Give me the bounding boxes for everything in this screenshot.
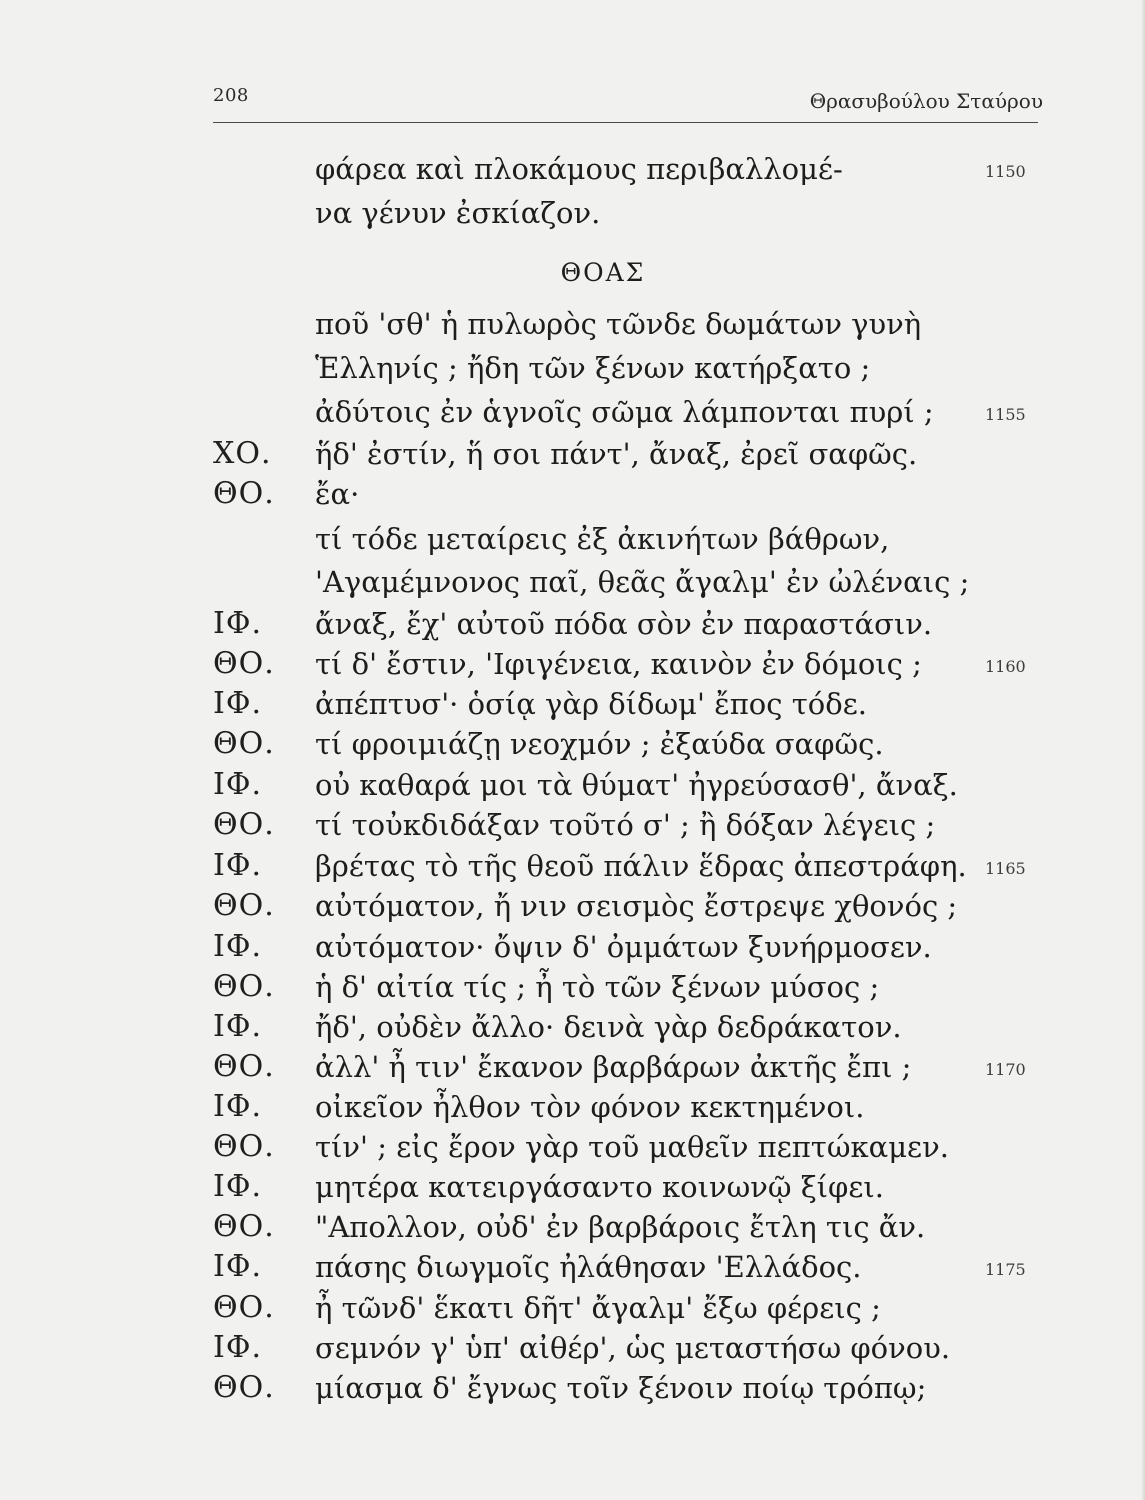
speaker-label: ΘΟ. (213, 646, 275, 681)
running-head: Θρασυβούλου Σταύρου (809, 89, 1043, 113)
page-number: 208 (213, 85, 249, 106)
verse-text: τί δ' ἔστιν, 'Ιφιγένεια, καινὸν ἐν δόμοις ; (315, 647, 922, 681)
speaker-label: ΙΦ. (213, 1249, 262, 1284)
line-number: 1160 (985, 657, 1026, 676)
speaker-label: ΙΦ. (213, 929, 262, 964)
verse-text: ἄναξ, ἔχ' αὐτοῦ πόδα σὸν ἐν παραστάσιν. (315, 607, 933, 641)
verse-line (213, 1088, 1043, 1126)
line-number: 1175 (985, 1260, 1026, 1279)
verse-text: ἥδ' ἐστίν, ἥ σοι πάντ', ἄναξ, ἐρεῖ σαφῶς. (315, 437, 918, 471)
line-number: 1150 (985, 162, 1026, 181)
verse-line-1165 (213, 847, 1043, 885)
verse-text: 'Αγαμέμνονος παῖ, θεᾶς ἄγαλμ' ἐν ὠλέναις ; (315, 565, 970, 599)
verse-line (213, 1008, 1043, 1046)
verse-line (213, 725, 1043, 763)
verse-line (213, 520, 1043, 558)
page-edge-shadow (1141, 0, 1145, 1500)
speaker-label: ΙΦ. (213, 686, 262, 721)
verse-text: μητέρα κατειργάσαντο κοινωνῷ ξίφει. (315, 1170, 884, 1204)
verse-text: μίασμα δ' ἔγνως τοῖν ξένοιν ποίῳ τρόπῳ; (315, 1371, 927, 1405)
verse-text: αὐτόματον, ἤ νιν σεισμὸς ἔστρεψε χθονός ; (315, 889, 958, 923)
verse-line-1175 (213, 1248, 1043, 1286)
verse-line (213, 685, 1043, 723)
verse-text: ἀλλ' ἦ τιν' ἔκανον βαρβάρων ἀκτῆς ἔπι ; (315, 1050, 912, 1084)
verse-text: να γένυν ἐσκίαζον. (315, 196, 601, 230)
verse-line (213, 1168, 1043, 1206)
verse-text: τίν' ; εἰς ἔρον γὰρ τοῦ μαθεῖν πεπτώκαμεν. (315, 1130, 949, 1164)
verse-text: τί φροιμιάζῃ νεοχμόν ; ἐξαύδα σαφῶς. (315, 727, 884, 761)
speaker-label: ΧΟ. (213, 436, 272, 471)
speaker-label: ΘΟ. (213, 476, 275, 511)
verse-text: ἤδ', οὐδὲν ἄλλο· δεινὰ γὰρ δεδράκατον. (315, 1010, 902, 1044)
verse-line-1160 (213, 645, 1043, 683)
verse-line-1170 (213, 1048, 1043, 1086)
header-rule (213, 122, 1038, 123)
verse-line (213, 968, 1043, 1006)
speaker-label: ΘΟ. (213, 1129, 275, 1164)
verse-line (213, 305, 1043, 343)
speaker-label: ΙΦ. (213, 1009, 262, 1044)
verse-text: "Απολλον, οὐδ' ἐν βαρβάροις ἔτλη τις ἄν. (315, 1210, 926, 1244)
verse-line (213, 1128, 1043, 1166)
verse-line (213, 928, 1043, 966)
speaker-label: ΘΟ. (213, 1209, 275, 1244)
verse-line (213, 1289, 1043, 1327)
speaker-heading-line (213, 254, 1043, 292)
verse-line (213, 605, 1043, 643)
verse-text: ποῦ 'σθ' ἡ πυλωρὸς τῶνδε δωμάτων γυνὴ (315, 307, 922, 341)
verse-text: ἦ τῶνδ' ἕκατι δῆτ' ἄγαλμ' ἔξω φέρεις ; (315, 1291, 881, 1325)
verse-text: πάσης διωγμοῖς ἠλάθησαν 'Ελλάδος. (315, 1250, 862, 1284)
verse-line (213, 194, 1043, 232)
verse-text: ἀδύτοις ἐν ἁγνοῖς σῶμα λάμπονται πυρί ; (315, 395, 934, 429)
verse-line (213, 349, 1043, 387)
speaker-label: ΘΟ. (213, 888, 275, 923)
speaker-label: ΘΟ. (213, 807, 275, 842)
verse-text: τί τοὐκδιδάξαν τοῦτό σ' ; ἢ δόξαν λέγεις ; (315, 808, 936, 842)
verse-text: ἡ δ' αἰτία τίς ; ἦ τὸ τῶν ξένων μύσος ; (315, 970, 880, 1004)
page-header (213, 85, 1043, 125)
verse-line (213, 766, 1043, 804)
verse-line (213, 563, 1043, 601)
dramatic-text (213, 150, 1043, 1405)
speaker-label: ΙΦ. (213, 1169, 262, 1204)
speaker-label: ΘΟ. (213, 1290, 275, 1325)
verse-text: φάρεα καὶ πλοκάμους περιβαλλομέ- (315, 152, 843, 186)
verse-text: σεμνόν γ' ὑπ' αἰθέρ', ὡς μεταστήσω φόνου. (315, 1331, 951, 1365)
speaker-label: ΘΟ. (213, 1370, 275, 1405)
verse-line (213, 393, 1043, 431)
verse-line (213, 435, 1043, 473)
verse-text: ἔα· (315, 477, 360, 511)
speaker-label: ΙΦ. (213, 767, 262, 802)
speaker-label: ΙΦ. (213, 606, 262, 641)
verse-line (213, 1208, 1043, 1246)
verse-text: οἰκεῖον ἦλθον τὸν φόνον κεκτημένοι. (315, 1090, 865, 1124)
speaker-heading: ΘΟΑΣ (560, 258, 646, 287)
verse-text: βρέτας τὸ τῆς θεοῦ πάλιν ἕδρας ἀπεστράφη. (315, 849, 967, 883)
verse-text: τί τόδε μεταίρεις ἐξ ἀκινήτων βάθρων, (315, 522, 890, 556)
speaker-label: ΙΦ. (213, 1330, 262, 1365)
verse-line (213, 1329, 1043, 1367)
verse-line (213, 806, 1043, 844)
speaker-label: ΘΟ. (213, 726, 275, 761)
speaker-label: ΙΦ. (213, 848, 262, 883)
verse-text: ἀπέπτυσ'· ὁσίᾳ γὰρ δίδωμ' ἔπος τόδε. (315, 687, 867, 721)
verse-line (213, 887, 1043, 925)
speaker-label: ΘΟ. (213, 1049, 275, 1084)
speaker-label: ΙΦ. (213, 1089, 262, 1124)
line-number: 1170 (985, 1060, 1026, 1079)
line-number: 1155 (985, 405, 1026, 424)
verse-line (213, 475, 1043, 513)
speaker-label: ΘΟ. (213, 969, 275, 1004)
verse-text: Ἑλληνίς ; ἤδη τῶν ξένων κατήρξατο ; (315, 351, 871, 385)
line-number: 1165 (985, 859, 1026, 878)
verse-text: οὐ καθαρά μοι τὰ θύματ' ἠγρεύσασθ', ἄναξ. (315, 768, 958, 802)
verse-line-1150 (213, 150, 1043, 188)
verse-text: αὐτόματον· ὄψιν δ' ὀμμάτων ξυνήρμοσεν. (315, 930, 932, 964)
verse-line (213, 1369, 1043, 1407)
